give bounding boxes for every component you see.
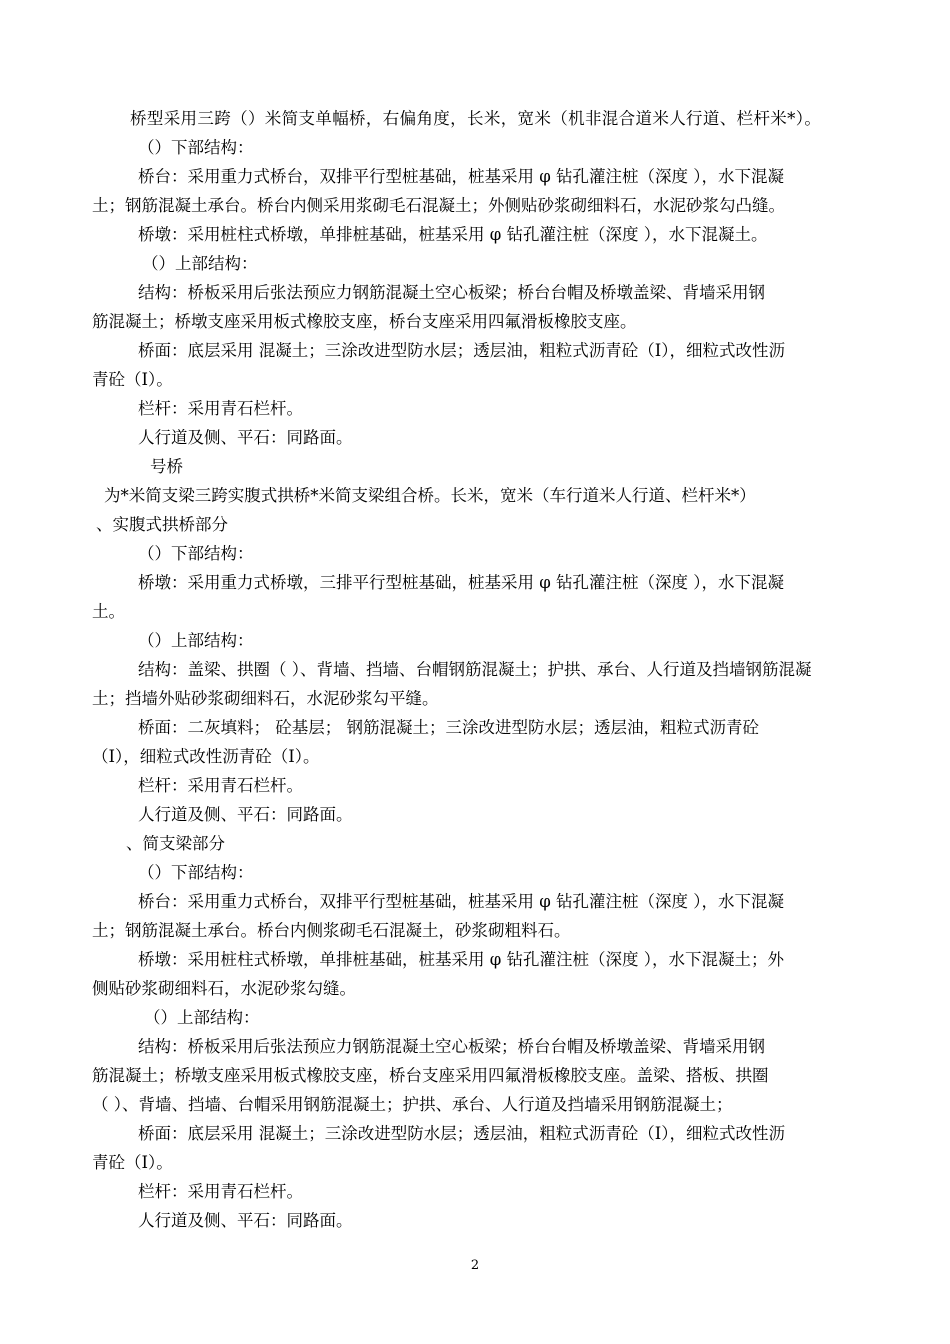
text-line: 栏杆：采用青石栏杆。 <box>138 1182 303 1201</box>
text-line: （Ⅰ），细粒式改性沥青砼（Ⅰ）。 <box>92 747 320 766</box>
text-line: 结构：盖梁、拱圈（ ）、背墙、挡墙、台帽钢筋混凝土；护拱、承台、人行道及挡墙钢筋混凝 <box>138 660 812 679</box>
text-line: 土；挡墙外贴砂浆砌细料石，水泥砂浆勾平缝。 <box>92 689 439 708</box>
text-line: 人行道及侧、平石：同路面。 <box>138 805 353 824</box>
text-line: 侧贴砂浆砌细料石，水泥砂浆勾缝。 <box>92 979 356 998</box>
text-line: 土；钢筋混凝土承台。桥台内侧采用浆砌毛石混凝土；外侧贴砂浆砌细料石，水泥砂浆勾凸缝。 <box>92 196 785 215</box>
text-line: 筋混凝土；桥墩支座采用板式橡胶支座，桥台支座采用四氟滑板橡胶支座。 <box>92 312 637 331</box>
text-line: 桥面：底层采用 混凝土；三涂改进型防水层；透层油，粗粒式沥青砼（Ⅰ），细粒式改性沥 <box>138 341 786 360</box>
text-line: （）下部结构： <box>138 138 254 157</box>
text-line: 结构：桥板采用后张法预应力钢筋混凝土空心板梁；桥台台帽及桥墩盖梁、背墙采用钢 <box>138 1037 765 1056</box>
text-line: 桥台：采用重力式桥台，双排平行型桩基础，桩基采用 φ 钻孔灌注桩（深度 ），水下混凝 <box>138 167 785 186</box>
text-line: 栏杆：采用青石栏杆。 <box>138 399 303 418</box>
text-line: 桥型采用三跨（）米简支单幅桥，右偏角度，长米，宽米（机非混合道米人行道、栏杆米*）。 <box>130 109 822 128</box>
text-line: 、实腹式拱桥部分 <box>96 515 228 534</box>
text-line: 青砼（Ⅰ）。 <box>92 370 173 389</box>
text-line: （）下部结构： <box>138 863 254 882</box>
text-line: 桥墩：采用重力式桥墩，三排平行型桩基础，桩基采用 φ 钻孔灌注桩（深度 ），水下混凝 <box>138 573 785 592</box>
text-line: 栏杆：采用青石栏杆。 <box>138 776 303 795</box>
text-line: （）上部结构： <box>142 254 258 273</box>
page-number: 2 <box>470 1258 480 1273</box>
text-line: 桥台：采用重力式桥台，双排平行型桩基础，桩基采用 φ 钻孔灌注桩（深度 ），水下混凝 <box>138 892 785 911</box>
text-line: 桥面：底层采用 混凝土；三涂改进型防水层；透层油，粗粒式沥青砼（Ⅰ），细粒式改性沥 <box>138 1124 786 1143</box>
text-line: 号桥 <box>150 457 183 476</box>
text-line: （）上部结构： <box>138 631 254 650</box>
text-line: 土；钢筋混凝土承台。桥台内侧浆砌毛石混凝土，砂浆砌粗料石。 <box>92 921 571 940</box>
text-line: 桥墩：采用桩柱式桥墩，单排桩基础，桩基采用 φ 钻孔灌注桩（深度 ），水下混凝土；外 <box>138 950 785 969</box>
text-line: （ ）、背墙、挡墙、台帽采用钢筋混凝土；护拱、承台、人行道及挡墙采用钢筋混凝土； <box>92 1095 733 1114</box>
text-line: （）上部结构： <box>144 1008 260 1027</box>
text-line: 桥墩：采用桩柱式桥墩，单排桩基础，桩基采用 φ 钻孔灌注桩（深度 ），水下混凝土。 <box>138 225 768 244</box>
text-line: 青砼（Ⅰ）。 <box>92 1153 173 1172</box>
text-line: 、简支梁部分 <box>126 834 225 853</box>
text-line: 人行道及侧、平石：同路面。 <box>138 428 353 447</box>
text-line: 桥面：二灰填料； 砼基层； 钢筋混凝土；三涂改进型防水层；透层油，粗粒式沥青砼 <box>138 718 759 737</box>
text-line: 人行道及侧、平石：同路面。 <box>138 1211 353 1230</box>
text-line: 筋混凝土；桥墩支座采用板式橡胶支座，桥台支座采用四氟滑板橡胶支座。盖梁、搭板、拱圈 <box>92 1066 769 1085</box>
text-line: 结构：桥板采用后张法预应力钢筋混凝土空心板梁；桥台台帽及桥墩盖梁、背墙采用钢 <box>138 283 765 302</box>
text-line: 土。 <box>92 602 125 621</box>
text-line: （）下部结构： <box>138 544 254 563</box>
text-line: 为*米简支梁三跨实腹式拱桥*米简支梁组合桥。长米，宽米（车行道米人行道、栏杆米*） <box>104 486 756 505</box>
